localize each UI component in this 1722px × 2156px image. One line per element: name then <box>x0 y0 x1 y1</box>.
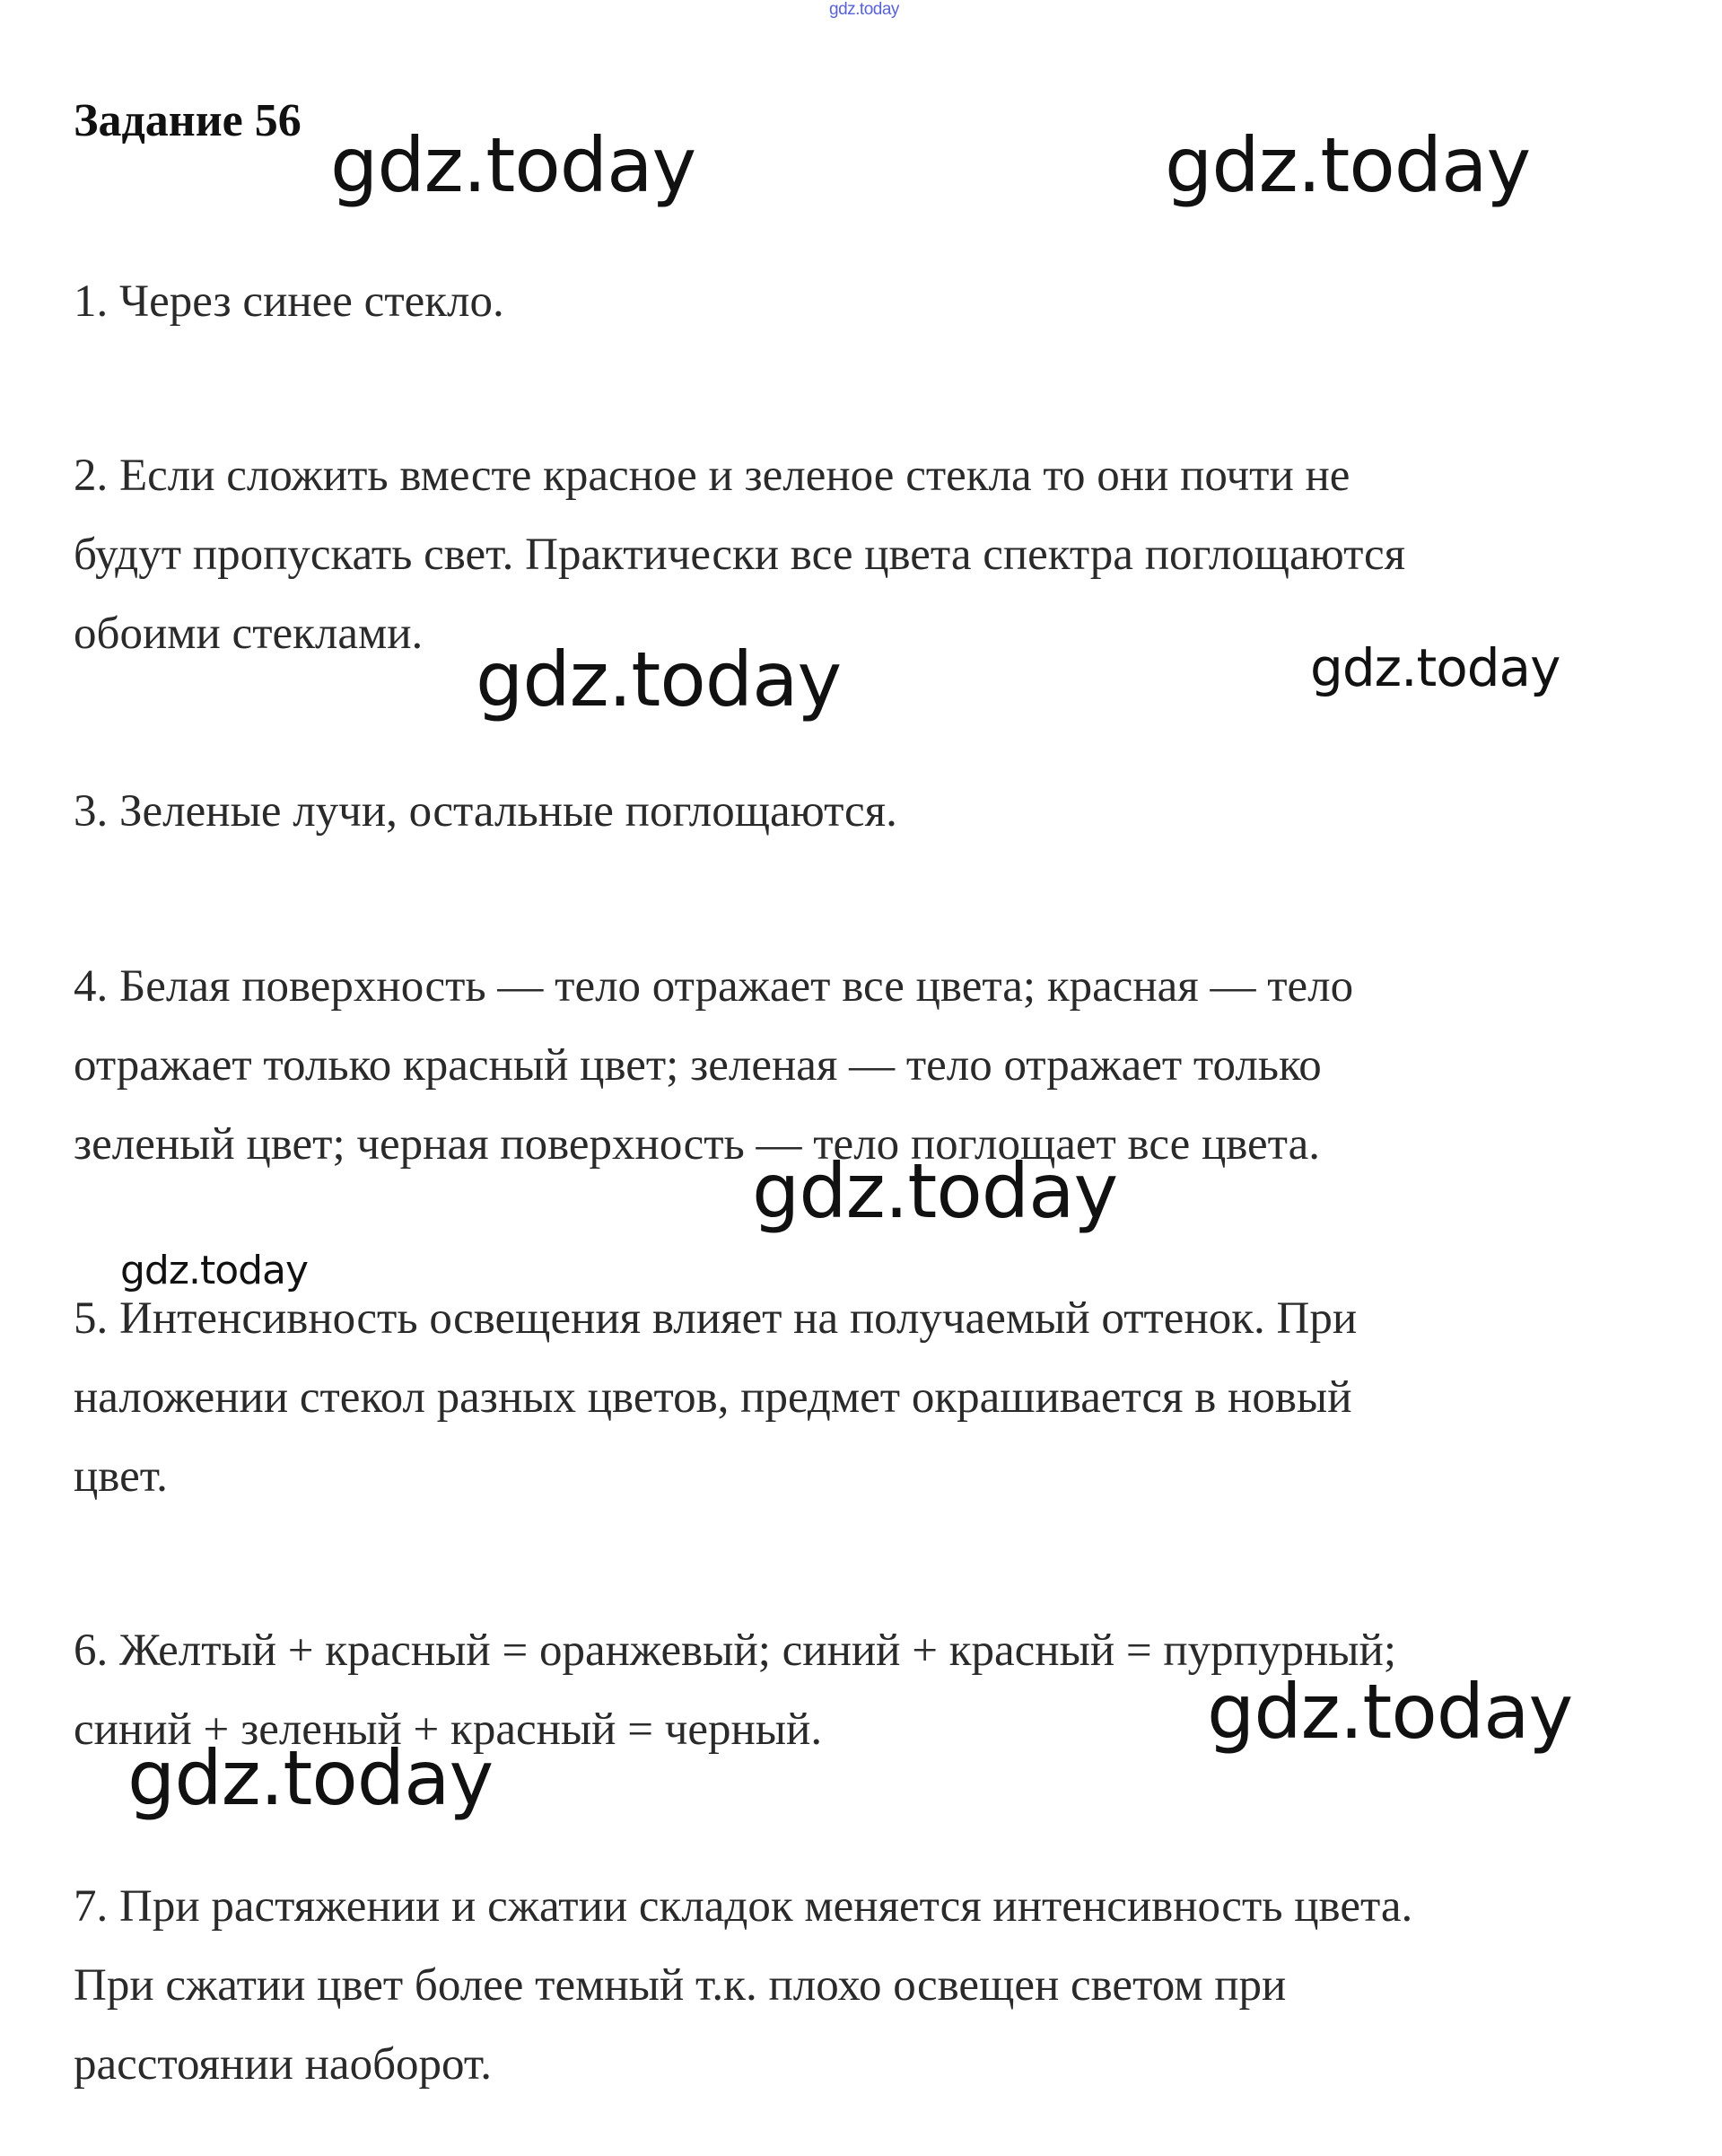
watermark: gdz.today <box>752 1147 1118 1235</box>
answer-1: 1. Через синее стекло. <box>74 276 504 327</box>
answer-7: 7. При растяжении и сжатии складок меняется интенсивность цвета. При сжатии цвет более темный т.к. плохо освещен светом при расстоянии наоборот. <box>74 1881 1413 2090</box>
watermark: gdz.today <box>1207 1668 1573 1756</box>
answer-6: 6. Желтый + красный = оранжевый; синий + красный = пурпурный; синий + зеленый + красный = черный. <box>74 1626 1396 1755</box>
watermark: gdz.today <box>120 1248 309 1293</box>
answer-4: 4. Белая поверхность — тело отражает все цвета; красная — тело отражает только красный цвет; зеленая — тело отражает только зеленый цвет; черная поверхность — тело поглощает все цвета. <box>74 961 1354 1170</box>
header-watermark: gdz.today <box>829 0 899 19</box>
watermark: gdz.today <box>1165 121 1531 209</box>
page-title: Задание 56 <box>74 95 302 146</box>
watermark: gdz.today <box>330 121 696 209</box>
watermark: gdz.today <box>476 635 842 723</box>
answer-2: 2. Если сложить вместе красное и зеленое стекла то они почти не будут пропускать свет. Практически все цвета спектра поглощаются обоими стеклами. <box>74 451 1406 659</box>
watermark: gdz.today <box>127 1734 494 1822</box>
answer-3: 3. Зеленые лучи, остальные поглощаются. <box>74 786 897 837</box>
answer-5: 5. Интенсивность освещения влияет на получаемый оттенок. При наложении стекол разных цветов, предмет окрашивается в новый цвет. <box>74 1293 1358 1502</box>
watermark: gdz.today <box>1310 637 1560 698</box>
